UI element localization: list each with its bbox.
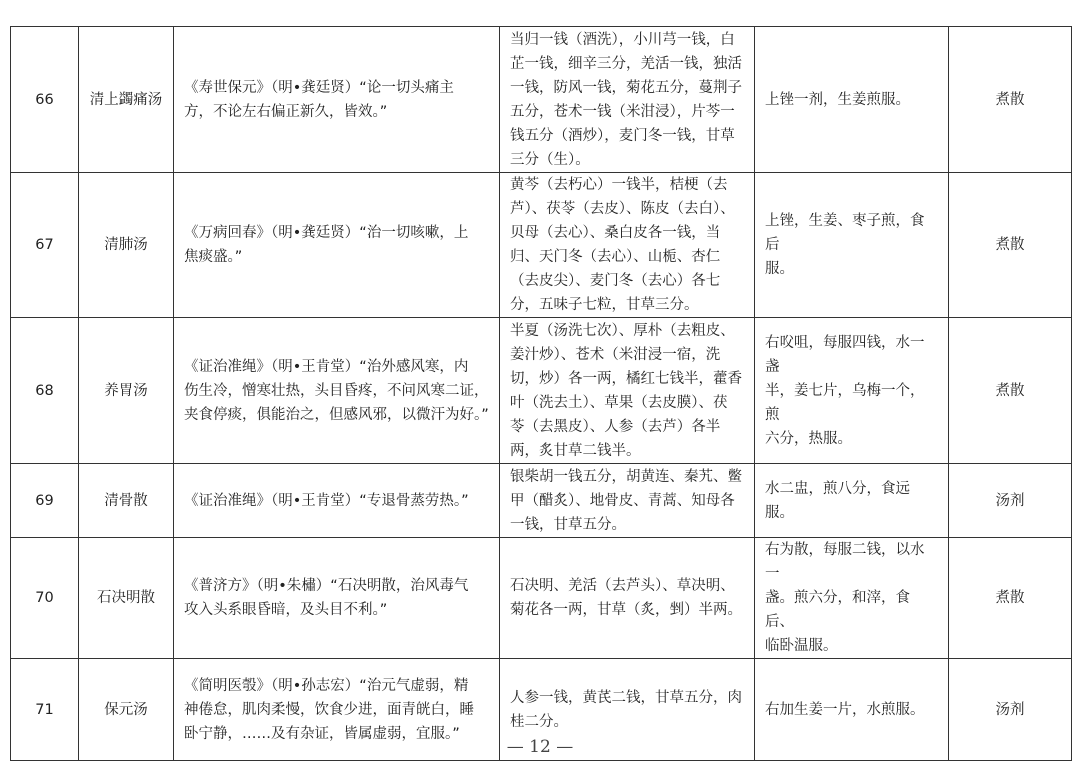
source-cell — [174, 27, 500, 173]
ingredients-text: 黄芩（去朽心）一钱半，桔梗（去 芦）、茯苓（去皮）、陈皮（去白）、 贝母（去心）、桑白皮各一钱，当 归、天门冬（去心）、山栀、杏仁 （去皮尖）、麦门冬（去心）各七 分，五味子七粒，甘草三分。 — [510, 177, 735, 313]
preparation-text: 上锉，生姜、枣子煎，食后 服。 — [765, 213, 925, 277]
prescription-name: 清上蠲痛汤 — [79, 27, 174, 173]
preparation-cell — [755, 464, 949, 538]
ingredients-cell — [500, 318, 755, 464]
source-cell — [174, 173, 500, 318]
preparation-text: 上锉一剂，生姜煎服。 — [765, 91, 910, 108]
prescription-name: 清肺汤 — [79, 173, 174, 318]
preparation-cell — [755, 27, 949, 173]
source-text: 《寿世保元》（明•龚廷贤）“论一切头痛主 方，不论左右偏正新久，皆效。” — [184, 79, 454, 120]
source-text: 《普济方》（明•朱橚）“石决明散，治风毒气 攻入头系眼昏暗，及头目不利。” — [184, 578, 469, 618]
prescription-name: 养胃汤 — [79, 318, 174, 464]
prescription-table — [10, 26, 1072, 761]
row-number: 71 — [11, 659, 79, 761]
row-number: 69 — [11, 464, 79, 538]
dosage-form: 汤剂 — [949, 659, 1072, 761]
preparation-cell — [755, 318, 949, 464]
dosage-form: 汤剂 — [949, 464, 1072, 538]
page-number: — 12 — — [506, 737, 574, 757]
dosage-form: 煮散 — [949, 318, 1072, 464]
ingredients-text: 石决明、羌活（去芦头）、草决明、 菊花各一两，甘草（炙，剉）半两。 — [510, 578, 742, 618]
row-number: 67 — [11, 173, 79, 318]
row-number: 70 — [11, 538, 79, 659]
table-row — [11, 538, 1072, 659]
ingredients-cell — [500, 464, 755, 538]
ingredients-text: 半夏（汤洗七次）、厚朴（去粗皮、 姜汁炒）、苍术（米泔浸一宿，洗 切，炒）各一两，橘红七钱半，藿香 叶（洗去土）、草果（去皮膜）、茯 苓（去黑皮）、人参（去芦）各半 两，炙甘草二钱半。 — [510, 322, 742, 459]
preparation-text: 右㕮咀，每服四钱，水一盏 半，姜七片，乌梅一个，煎 六分，热服。 — [765, 334, 925, 447]
source-text: 《证治准绳》（明•王肯堂）“治外感风寒，内 伤生冷，憎寒壮热，头目昏疼，不问风寒二证， 夹食停痰，俱能治之，但感风邪，以微汗为好。” — [184, 358, 489, 423]
source-text: 《证治准绳》（明•王肯堂）“专退骨蒸劳热。” — [184, 492, 469, 509]
table-row — [11, 464, 1072, 538]
preparation-text: 右加生姜一片，水煎服。 — [765, 701, 925, 718]
dosage-form: 煮散 — [949, 27, 1072, 173]
preparation-cell — [755, 538, 949, 659]
preparation-text: 水二盅，煎八分，食远服。 — [765, 480, 910, 521]
table-row — [11, 27, 1072, 173]
ingredients-cell — [500, 538, 755, 659]
ingredients-text: 人参一钱，黄芪二钱，甘草五分，肉 桂二分。 — [510, 689, 742, 730]
ingredients-text: 当归一钱（酒洗），小川芎一钱，白 芷一钱，细辛三分，羌活一钱，独活 一钱，防风一钱，菊花五分，蔓荆子 五分，苍术一钱（米泔浸），片芩一 钱五分（酒炒），麦门冬一钱，甘草 三分（生）。 — [510, 31, 742, 168]
table-row — [11, 173, 1072, 318]
table-row — [11, 318, 1072, 464]
ingredients-cell — [500, 27, 755, 173]
preparation-text: 右为散，每服二钱，以水一 盏。煎六分，和滓，食后、 临卧温服。 — [765, 542, 925, 654]
source-cell — [174, 318, 500, 464]
ingredients-cell — [500, 173, 755, 318]
dosage-form: 煮散 — [949, 173, 1072, 318]
prescription-name: 清骨散 — [79, 464, 174, 538]
source-text: 《简明医彀》（明•孙志宏）“治元气虚弱，精 神倦怠，肌肉柔慢，饮食少进，面青㿠白，睡 卧宁静，……及有杂证，皆属虚弱，宜服。” — [184, 677, 474, 742]
source-cell — [174, 538, 500, 659]
source-cell — [174, 464, 500, 538]
dosage-form: 煮散 — [949, 538, 1072, 659]
preparation-cell — [755, 173, 949, 318]
prescription-name: 保元汤 — [79, 659, 174, 761]
prescription-name: 石决明散 — [79, 538, 174, 659]
source-text: 《万病回春》（明•龚廷贤）“治一切咳嗽，上 焦痰盛。” — [184, 225, 469, 265]
row-number: 66 — [11, 27, 79, 173]
row-number: 68 — [11, 318, 79, 464]
ingredients-text: 银柴胡一钱五分，胡黄连、秦艽、鳖 甲（醋炙）、地骨皮、青蒿、知母各 一钱，甘草五分。 — [510, 468, 742, 533]
